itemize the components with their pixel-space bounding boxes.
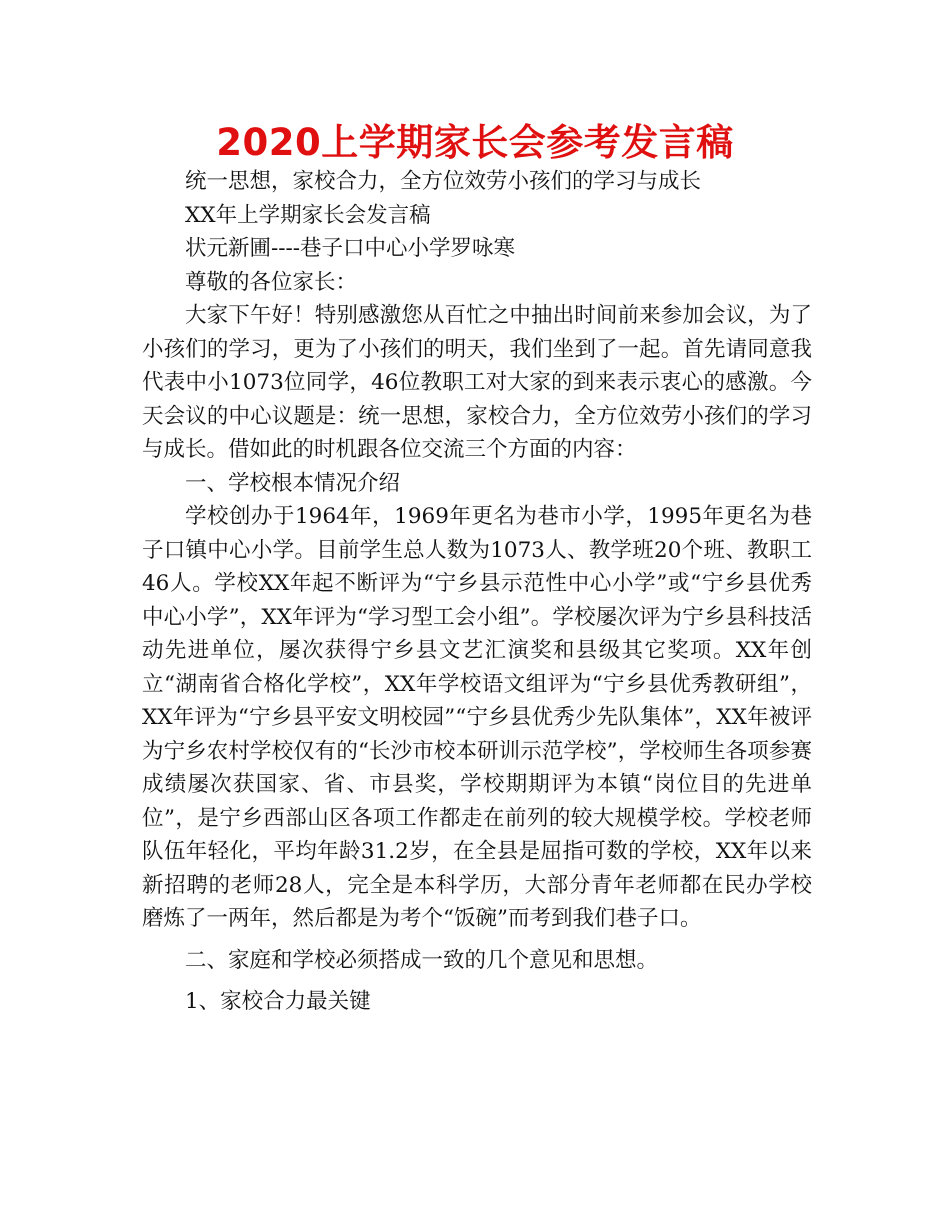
section-heading-2: 二、家庭和学校必须搭成一致的几个意见和思想。: [185, 947, 659, 973]
opening-paragraph: 大家下午好！特别感激您从百忙之中抽出时间前来参加会议，为了小孩们的学习，更为了小孩们的明天，我们坐到了一起。首先请同意我代表中小1073位同学，46位教职工对大家的到来表示衷心的感激。今天会议的中心议题是：统一思想，家校合力，全方位效劳小孩们的学习与成长。借如此的时机跟各位交流三个方面的内容：: [142, 303, 812, 462]
school-intro-paragraph: 学校创办于1964年，1969年更名为巷市小学，1995年更名为巷子口镇中心小学。目前学生总人数为1073人、教学班20个班、教职工46人。学校XX年起不断评为“宁乡县示范性中心小学”或“宁乡县优秀中心小学”，XX年评为“学习型工会小组”。学校屡次评为宁乡县科技活动先进单位，屡次获得宁乡县文艺汇演奖和县级其它奖项。XX年创立“湖南省合格化学校”，XX年学校语文组评为“宁乡县优秀教研组”，XX年评为“宁乡县平安文明校园”“宁乡县优秀少先队集体”，XX年被评为宁乡农村学校仅有的“长沙市校本研训示范学校”，学校师生各项参赛成绩屡次获国家、省、市县奖，学校期期评为本镇“岗位目的先进单位”，是宁乡西部山区各项工作都走在前列的较大规模学校。学校老师队伍年轻化，平均年龄31.2岁，在全县是屈指可数的学校，XX年以来新招聘的老师28人，完全是本科学历，大部分青年老师都在民办学校磨炼了一两年，然后都是为考个“饭碗”而考到我们巷子口。: [142, 504, 812, 931]
subsection-heading-1: 1、家校合力最关键: [185, 989, 371, 1014]
subtitle-paragraph: 统一思想，家校合力，全方位效劳小孩们的学习与成长: [185, 169, 702, 194]
document-title: 2020上学期家长会参考发言稿: [216, 121, 734, 164]
section-heading-1: 一、学校根本情况介绍: [185, 470, 401, 496]
speech-title-paragraph: XX年上学期家长会发言稿: [185, 202, 431, 228]
salutation-paragraph: 尊敬的各位家长：: [185, 269, 358, 295]
document-body: [142, 165, 812, 1019]
author-paragraph: 状元新圃----巷子口中心小学罗咏寒: [185, 236, 516, 261]
